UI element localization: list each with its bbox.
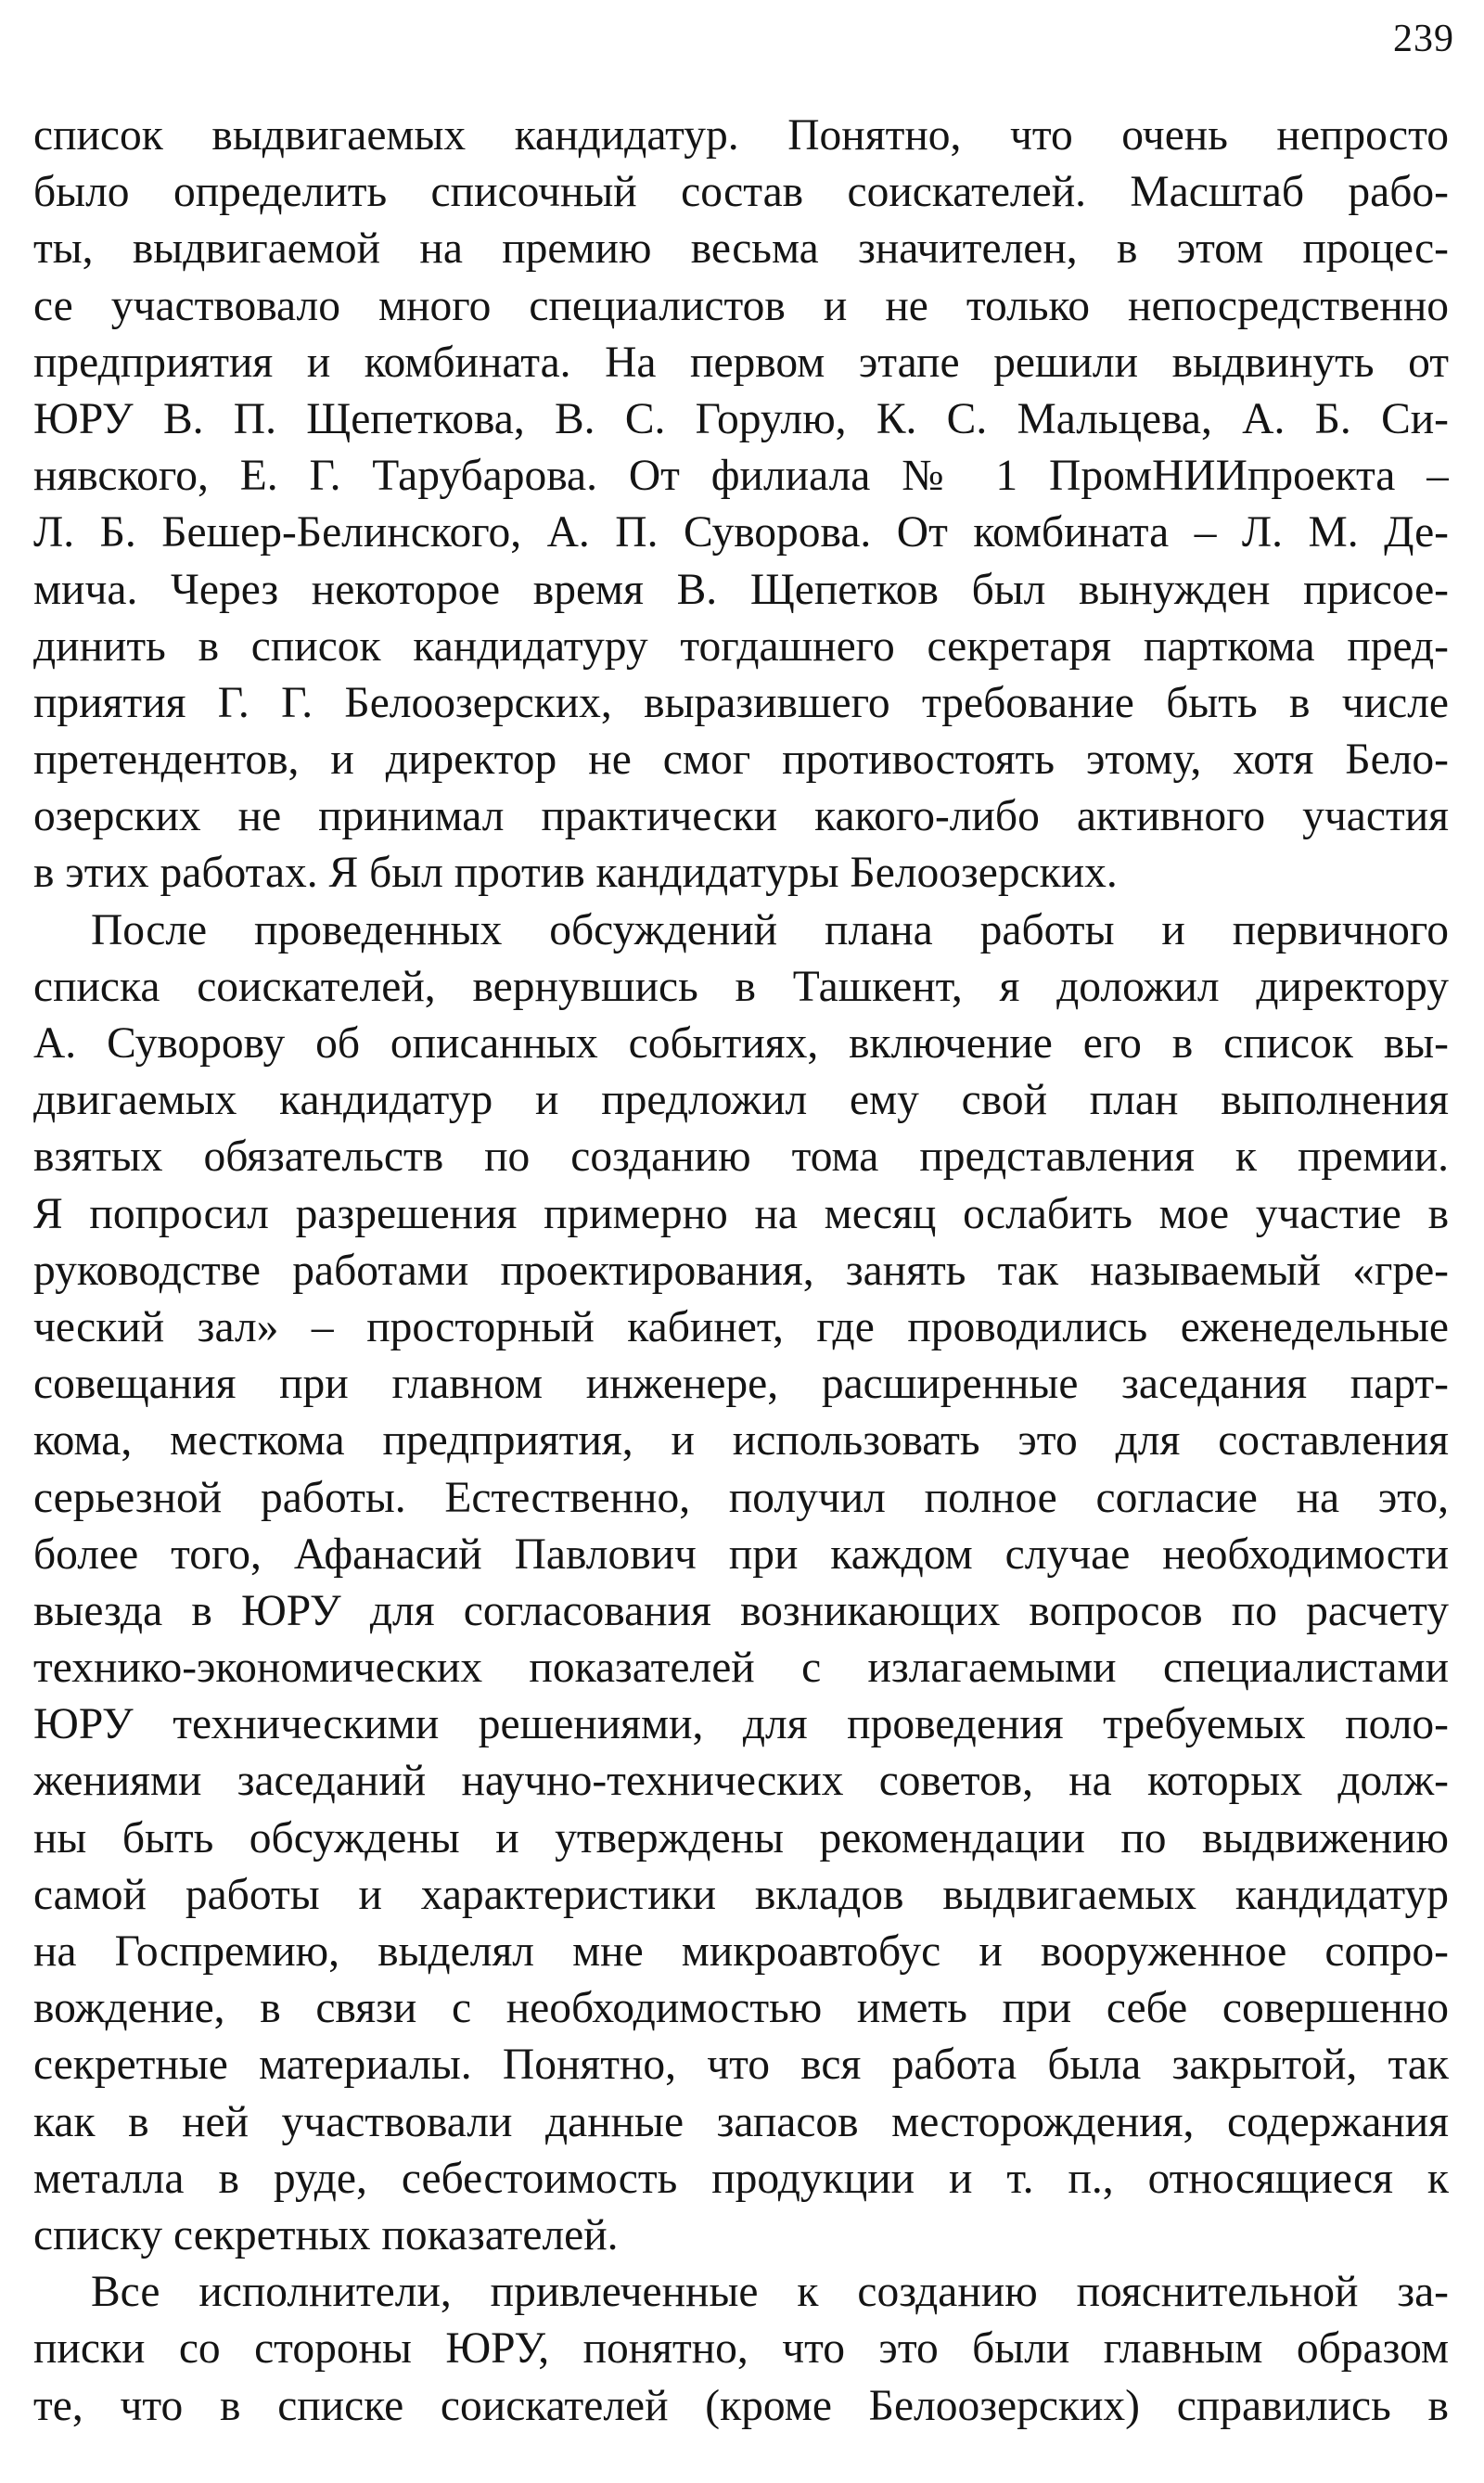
text-body xyxy=(33,108,1449,2435)
text-line: ческий зал» – просторный кабинет, где проводились еженедельные xyxy=(33,1302,1449,1351)
text-line: Все исполнители, привлеченные к созданию пояснительной за- xyxy=(91,2268,1449,2317)
text-line: руководстве работами проектирования, занять так называемый «гре- xyxy=(33,1246,1449,1295)
text-line: секретные материалы. Понятно, что вся работа была закрытой, так xyxy=(33,2041,1449,2090)
text-line: ЮРУ техническими решениями, для проведения требуемых поло- xyxy=(33,1700,1449,1749)
text-line: как в ней участвовали данные запасов месторождения, содержания xyxy=(33,2097,1449,2146)
text-line: кома, месткома предприятия, и использовать это для составления xyxy=(33,1416,1449,1465)
text-line: нявского, Е. Г. Тарубарова. От филиала № 1 ПромНИИпроекта – xyxy=(33,452,1449,501)
text-line: Я попросил разрешения примерно на месяц ослабить мое участие в xyxy=(33,1189,1449,1238)
text-line: приятия Г. Г. Белоозерских, выразившего требование быть в числе xyxy=(33,678,1449,727)
text-line: выезда в ЮРУ для согласования возникающих вопросов по расчету xyxy=(33,1586,1449,1635)
paragraph xyxy=(33,2264,1449,2435)
text-line: жениями заседаний научно-технических советов, на которых долж- xyxy=(33,1757,1449,1806)
text-line: списку секретных показателей. xyxy=(33,2210,619,2259)
text-line: серьезной работы. Естественно, получил полное согласие на это, xyxy=(33,1473,1449,1522)
text-line: взятых обязательств по созданию тома представления к премии. xyxy=(33,1133,1449,1182)
text-line: ны быть обсуждены и утверждены рекомендации по выдвижению xyxy=(33,1813,1449,1862)
text-line: совещания при главном инженере, расширенные заседания парт- xyxy=(33,1360,1449,1409)
text-line: А. Суворову об описанных событиях, включение его в список вы- xyxy=(33,1019,1449,1068)
text-line: список выдвигаемых кандидатур. Понятно, что очень непросто xyxy=(33,111,1449,160)
text-line: ты, выдвигаемой на премию весьма значителен, в этом процес- xyxy=(33,224,1449,274)
text-line: писки со стороны ЮРУ, понятно, что это были главным образом xyxy=(33,2324,1449,2374)
text-line: вождение, в связи с необходимостью иметь при себе совершенно xyxy=(33,1984,1449,2033)
paragraph xyxy=(33,108,1449,902)
text-line: в этих работах. Я был против кандидатуры Белоозерских. xyxy=(33,849,1118,898)
text-line: претендентов, и директор не смог противостоять этому, хотя Бело- xyxy=(33,736,1449,785)
text-line: те, что в списке соискателей (кроме Белоозерских) справились в xyxy=(33,2381,1449,2430)
text-line: мича. Через некоторое время В. Щепетков был вынужден присое- xyxy=(33,565,1449,614)
text-line: на Госпремию, выделял мне микроавтобус и вооруженное сопро- xyxy=(33,1927,1449,1976)
text-line: После проведенных обсуждений плана работы и первичного xyxy=(91,905,1449,954)
text-line: было определить списочный состав соискателей. Масштаб рабо- xyxy=(33,168,1449,217)
text-line: динить в список кандидатуру тогдашнего секретаря парткома пред- xyxy=(33,621,1449,671)
text-line: Л. Б. Бешер-Белинского, А. П. Суворова. От комбината – Л. М. Де- xyxy=(33,508,1449,557)
page-number: 239 xyxy=(1393,18,1454,60)
text-line: самой работы и характеристики вкладов выдвигаемых кандидатур xyxy=(33,1870,1449,1919)
text-line: се участвовало много специалистов и не только непосредственно xyxy=(33,281,1449,330)
text-line: более того, Афанасий Павлович при каждом случае необходимости xyxy=(33,1529,1449,1579)
text-line: двигаемых кандидатур и предложил ему свой план выполнения xyxy=(33,1076,1449,1125)
text-line: технико-экономических показателей с излагаемыми специалистами xyxy=(33,1644,1449,1693)
text-line: списка соискателей, вернувшись в Ташкент, я доложил директору xyxy=(33,962,1449,1011)
paragraph xyxy=(33,902,1449,2265)
text-line: ЮРУ В. П. Щепеткова, В. С. Горулю, К. С. Мальцева, А. Б. Си- xyxy=(33,394,1449,443)
text-line: озерских не принимал практически какого-либо активного участия xyxy=(33,792,1449,841)
text-line: предприятия и комбината. На первом этапе решили выдвинуть от xyxy=(33,338,1449,387)
text-line: металла в руде, себестоимость продукции и т. п., относящиеся к xyxy=(33,2154,1449,2203)
